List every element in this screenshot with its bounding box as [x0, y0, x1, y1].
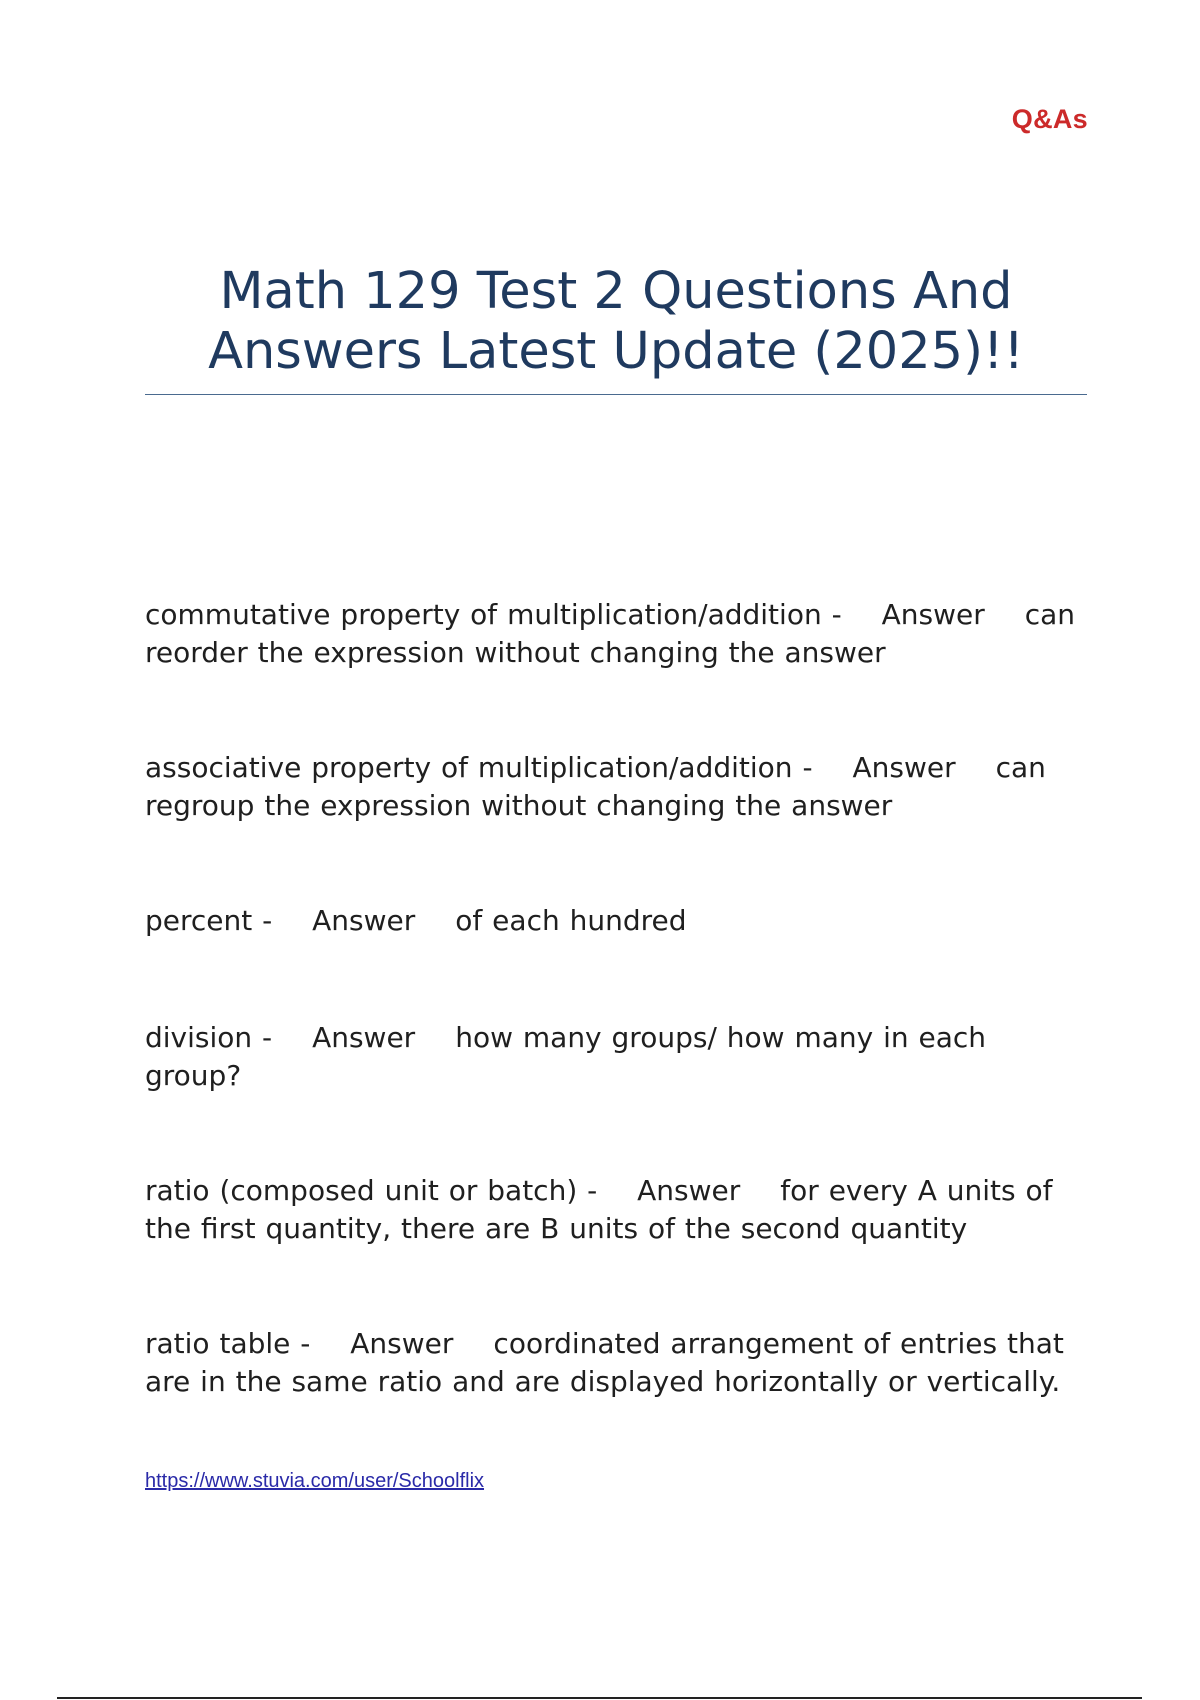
answer-label: Answer [312, 1021, 416, 1054]
qa-answer: can reorder the expression without changing the answer [145, 598, 1076, 669]
qa-answer: coordinated arrangement of entries that are in the same ratio and are displayed horizontally or vertically. [145, 1327, 1064, 1398]
qa-item-associative: associative property of multiplication/addition - Answer can regroup the expression without changing the answer [145, 751, 1046, 822]
stuvia-profile-link[interactable]: https://www.stuvia.com/user/Schoolflix [145, 1470, 485, 1492]
qa-item-division: division - Answer how many groups/ how many in each group? [145, 1021, 987, 1092]
qa-item-commutative: commutative property of multiplication/addition - Answer can reorder the expression without changing the answer [145, 598, 1076, 669]
answer-label: Answer [350, 1327, 454, 1360]
qa-term: associative property of multiplication/addition [145, 751, 793, 784]
qa-term: ratio (composed unit or batch) [145, 1174, 578, 1207]
qa-answer: of each hundred [455, 904, 687, 937]
title-divider [145, 394, 1087, 395]
qa-answer: can regroup the expression without changing the answer [145, 751, 1046, 822]
qa-answer: how many groups/ how many in each group? [145, 1021, 987, 1092]
answer-label: Answer [312, 904, 416, 937]
qa-list [145, 596, 1090, 1401]
qa-item-percent: percent - Answer of each hundred [145, 904, 687, 937]
qas-header-tag: Q&As [1011, 104, 1088, 134]
qa-term: ratio table [145, 1327, 291, 1360]
answer-label: Answer [881, 598, 985, 631]
qa-item-ratio-table: ratio table - Answer coordinated arrangement of entries that are in the same ratio and are displayed horizontally or vertically. [145, 1327, 1064, 1398]
answer-label: Answer [852, 751, 956, 784]
qa-term: division [145, 1021, 253, 1054]
document-title: Math 129 Test 2 Questions And Answers Latest Update (2025)!! [208, 262, 1024, 381]
qa-term: percent [145, 904, 253, 937]
qa-answer: for every A units of the first quantity, there are B units of the second quantity [145, 1174, 1053, 1245]
qa-term: commutative property of multiplication/addition [145, 598, 822, 631]
qa-item-ratio: ratio (composed unit or batch) - Answer for every A units of the first quantity, there are B units of the second quantity [145, 1174, 1053, 1245]
page-bottom-divider [57, 1697, 1142, 1699]
answer-label: Answer [637, 1174, 741, 1207]
